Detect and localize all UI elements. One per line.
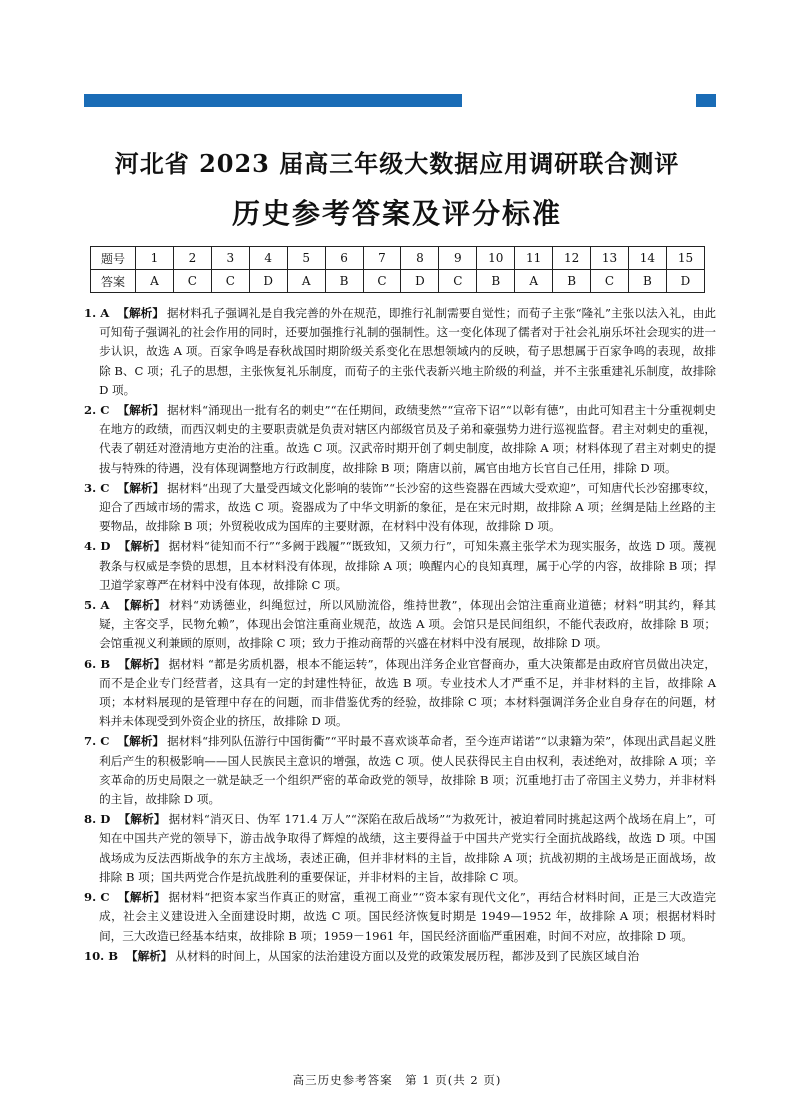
item-number: 8. D [84, 812, 111, 827]
answer-cell: D [666, 270, 704, 293]
analysis-tag: 【解析】 [117, 403, 165, 418]
answer-cell: B [477, 270, 515, 293]
question-number: 13 [591, 247, 629, 270]
item-number: 5. A [84, 598, 110, 613]
explanation-item [84, 888, 716, 946]
question-number: 1 [136, 247, 174, 270]
explanation-item [84, 304, 716, 400]
analysis-tag: 【解析】 [117, 890, 166, 905]
answer-cell: C [173, 270, 211, 293]
answer-row [91, 270, 705, 293]
explanation-item [84, 401, 716, 478]
item-text: 据材料“消灭日、伪军 171.4 万人”“深陷在敌后战场”“为救死计，被迫着同时挑起这两个战场在肩上”，可知在中国共产党的领导下，游击战争取得了辉煌的战绩，这主要得益于中国共产党实行全面抗战路线，故选 D 项。中国战场成为反法西斯战争的东方主战场，表述正确，但并非材料的主旨，故排除 A 项；抗战初期的主战场是正面战场，故排除 B 项；国共两党合作是抗战胜利的重要保证，并非材料的主旨，故排除 C 项。 [99, 812, 716, 884]
answer-cell: A [515, 270, 553, 293]
question-number: 8 [401, 247, 439, 270]
explanation-item [84, 537, 716, 595]
explanation-item [84, 732, 716, 809]
analysis-tag: 【解析】 [117, 598, 167, 613]
item-number: 2. C [84, 403, 110, 418]
answer-table [90, 246, 705, 293]
answer-cell: B [325, 270, 363, 293]
analysis-tag: 【解析】 [126, 948, 173, 963]
explanation-item [84, 947, 716, 966]
item-number: 9. C [84, 890, 110, 905]
question-number: 9 [439, 247, 477, 270]
analysis-tag: 【解析】 [117, 306, 164, 320]
analysis-tag: 【解析】 [118, 656, 166, 671]
page-subtitle: 历史参考答案及评分标准 [231, 197, 562, 230]
row-label-answer: 答案 [91, 270, 136, 293]
explanation-item [84, 655, 716, 732]
item-number: 7. C [84, 734, 110, 749]
header-bar-right [696, 94, 716, 107]
question-number: 3 [211, 247, 249, 270]
answer-cell: C [363, 270, 401, 293]
item-text: 据材料“涌现出一批有名的刺史”“在任期间，政绩斐然”“宣帝下诏”“以彰有德”，由此可知君主十分重视刺史在地方的政绩，而西汉刺史的主要职责就是负责对辖区内部级官员及子弟和豪强势力进行巡视监督。君主对刺史的重视，代表了朝廷对澄清地方吏治的注重。故选 C 项。汉武帝时期开创了刺史制度，故排除 A 项；材料体现了君主对刺史的提拔与特殊的待遇，没有体现调整地方行政制度，故排除 B 项；隋唐以前，属官由地方长官自己任用，排除 D 项。 [99, 403, 716, 475]
item-number: 10. B [84, 948, 119, 963]
answer-cell: B [553, 270, 591, 293]
item-number: 4. D [84, 539, 111, 554]
answer-cell: B [628, 270, 666, 293]
question-number: 10 [477, 247, 515, 270]
answer-cell: C [211, 270, 249, 293]
item-text: 据材料“把资本家当作真正的财富，重视工商业”“资本家有现代文化”，再结合材料时间，正是三大改造完成，社会主义建设进入全面建设时期，故选 C 项。国民经济恢复时期是 1949—1952 年，故排除 A 项；根据材料时间，三大改造已经基本结束，故排除 B 项；1959－1961 年，国民经济面临严重困难，时间不对应，故排除 D 项。 [99, 890, 716, 943]
explanations [84, 304, 716, 967]
question-number: 4 [249, 247, 287, 270]
header-bar-left [84, 94, 462, 107]
explanation-item [84, 596, 716, 654]
analysis-tag: 【解析】 [117, 480, 165, 495]
item-text: 据材料“排列队伍游行中国街衢”“平时最不喜欢谈革命者，至今连声诺诺”“以隶籍为荣”，体现出武昌起义胜利后产生的积极影响——国人民族民主意识的增强，故选 C 项。使人民获得民主自由权利，表述绝对，故排除 A 项；辛亥革命的历史局限之一就是缺乏一个组织严密的革命政党的领导，故排除 B 项；沉重地打击了帝国主义势力，并非材料的主旨，故排除 D 项。 [99, 734, 716, 807]
analysis-tag: 【解析】 [118, 812, 166, 827]
question-number: 15 [666, 247, 704, 270]
answer-cell: D [401, 270, 439, 293]
question-number: 6 [325, 247, 363, 270]
item-text: 据材料“出现了大量受西域文化影响的装饰”“长沙窑的这些瓷器在西域大受欢迎”，可知唐代长沙窑挪枣纹，迎合了西域市场的需求，故选 C 项。瓷器成为了中华文明新的象征，是在宋元时期，故排除 A 项；丝绸是陆上丝路的主要物品，故排除 B 项；外贸税收成为国库的主要财源，在材料中没有体现，故排除 D 项。 [99, 480, 716, 534]
answer-cell: C [439, 270, 477, 293]
answer-cell: A [287, 270, 325, 293]
question-number: 11 [515, 247, 553, 270]
item-text: 材料“劝诱德业，纠绳愆过，所以风励流俗，维持世教”，体现出会馆注重商业道德；材料“明其约，释其疑，主客交孚，民物允赖”，体现出会馆注重商业规范，故选 A 项。会馆只是民间组织，不能代表政府，故排除 B 项；会馆重视义利兼顾的原则，故排除 C 项；致力于推动商帮的兴盛在材料中没有展现，故排除 D 项。 [99, 598, 716, 651]
item-text: 从材料的时间上，从国家的法治建设方面以及党的政策发展历程，都涉及到了民族区域自治 [175, 948, 640, 963]
answer-cell: C [591, 270, 629, 293]
item-number: 6. B [84, 656, 111, 671]
answer-cell: A [136, 270, 174, 293]
item-number: 1. A [84, 306, 110, 320]
answer-cell: D [249, 270, 287, 293]
analysis-tag: 【解析】 [117, 734, 165, 749]
analysis-tag: 【解析】 [118, 539, 166, 554]
question-number: 7 [363, 247, 401, 270]
item-text: 据材料孔子强调礼是自我完善的外在规范，即推行礼制需要自觉性；而荀子主张“隆礼”主张以法入礼，由此可知荀子强调礼的社会作用的同时，还要加强推行礼制的强制性。这一变化体现了儒者对于社会礼崩乐坏社会现实的进一步认识，故选 A 项。百家争鸣是春秋战国时期阶级关系变化在思想领域内的反映，荀子思想属于百家争鸣的表现，故排除 B、C 项；孔子的思想，主张恢复礼乐制度，而荀子的主张代表新兴地主阶级的利益，并不主张重建礼乐制度，故排除 D 项。 [99, 306, 716, 397]
item-number: 3. C [84, 480, 110, 495]
question-number: 2 [173, 247, 211, 270]
explanation-item [84, 810, 716, 887]
question-number: 12 [553, 247, 591, 270]
item-text: 据材料“徒知而不行”“多阙于践履”“既致知，又须力行”，可知朱熹主张学术为现实服务，故选 D 项。蔑视教条与权威是李贽的思想，且本材料没有体现，故排除 A 项；唤醒内心的良知真理，属于心学的内容，故排除 B 项；捍卫道学家尊严在材料中没有体现，故排除 C 项。 [99, 539, 716, 592]
page-footer: 高三历史参考答案 第 1 页(共 2 页) [292, 1073, 502, 1087]
explanation-item [84, 479, 716, 537]
question-number-row [91, 247, 705, 270]
question-number: 14 [628, 247, 666, 270]
question-number: 5 [287, 247, 325, 270]
item-text: 据材料 “都是劣质机器，根本不能运转”，体现出洋务企业官督商办，重大决策都是由政府官员做出决定，而不是企业专门经营者，这具有一定的封建性特征，故选 B 项。专业技术人才严重不足，并非材料的主旨，故排除 A 项；本材料展现的是管理中存在的问题，而非借鉴优秀的经验，故排除 C 项；本材料强调洋务企业自身存在的问题，材料并未体现受到外资企业的挤压，故排除 D 项。 [99, 656, 716, 729]
page-title: 河北省 2023 届高三年级大数据应用调研联合测评 [114, 149, 680, 178]
row-label-question: 题号 [91, 247, 136, 270]
